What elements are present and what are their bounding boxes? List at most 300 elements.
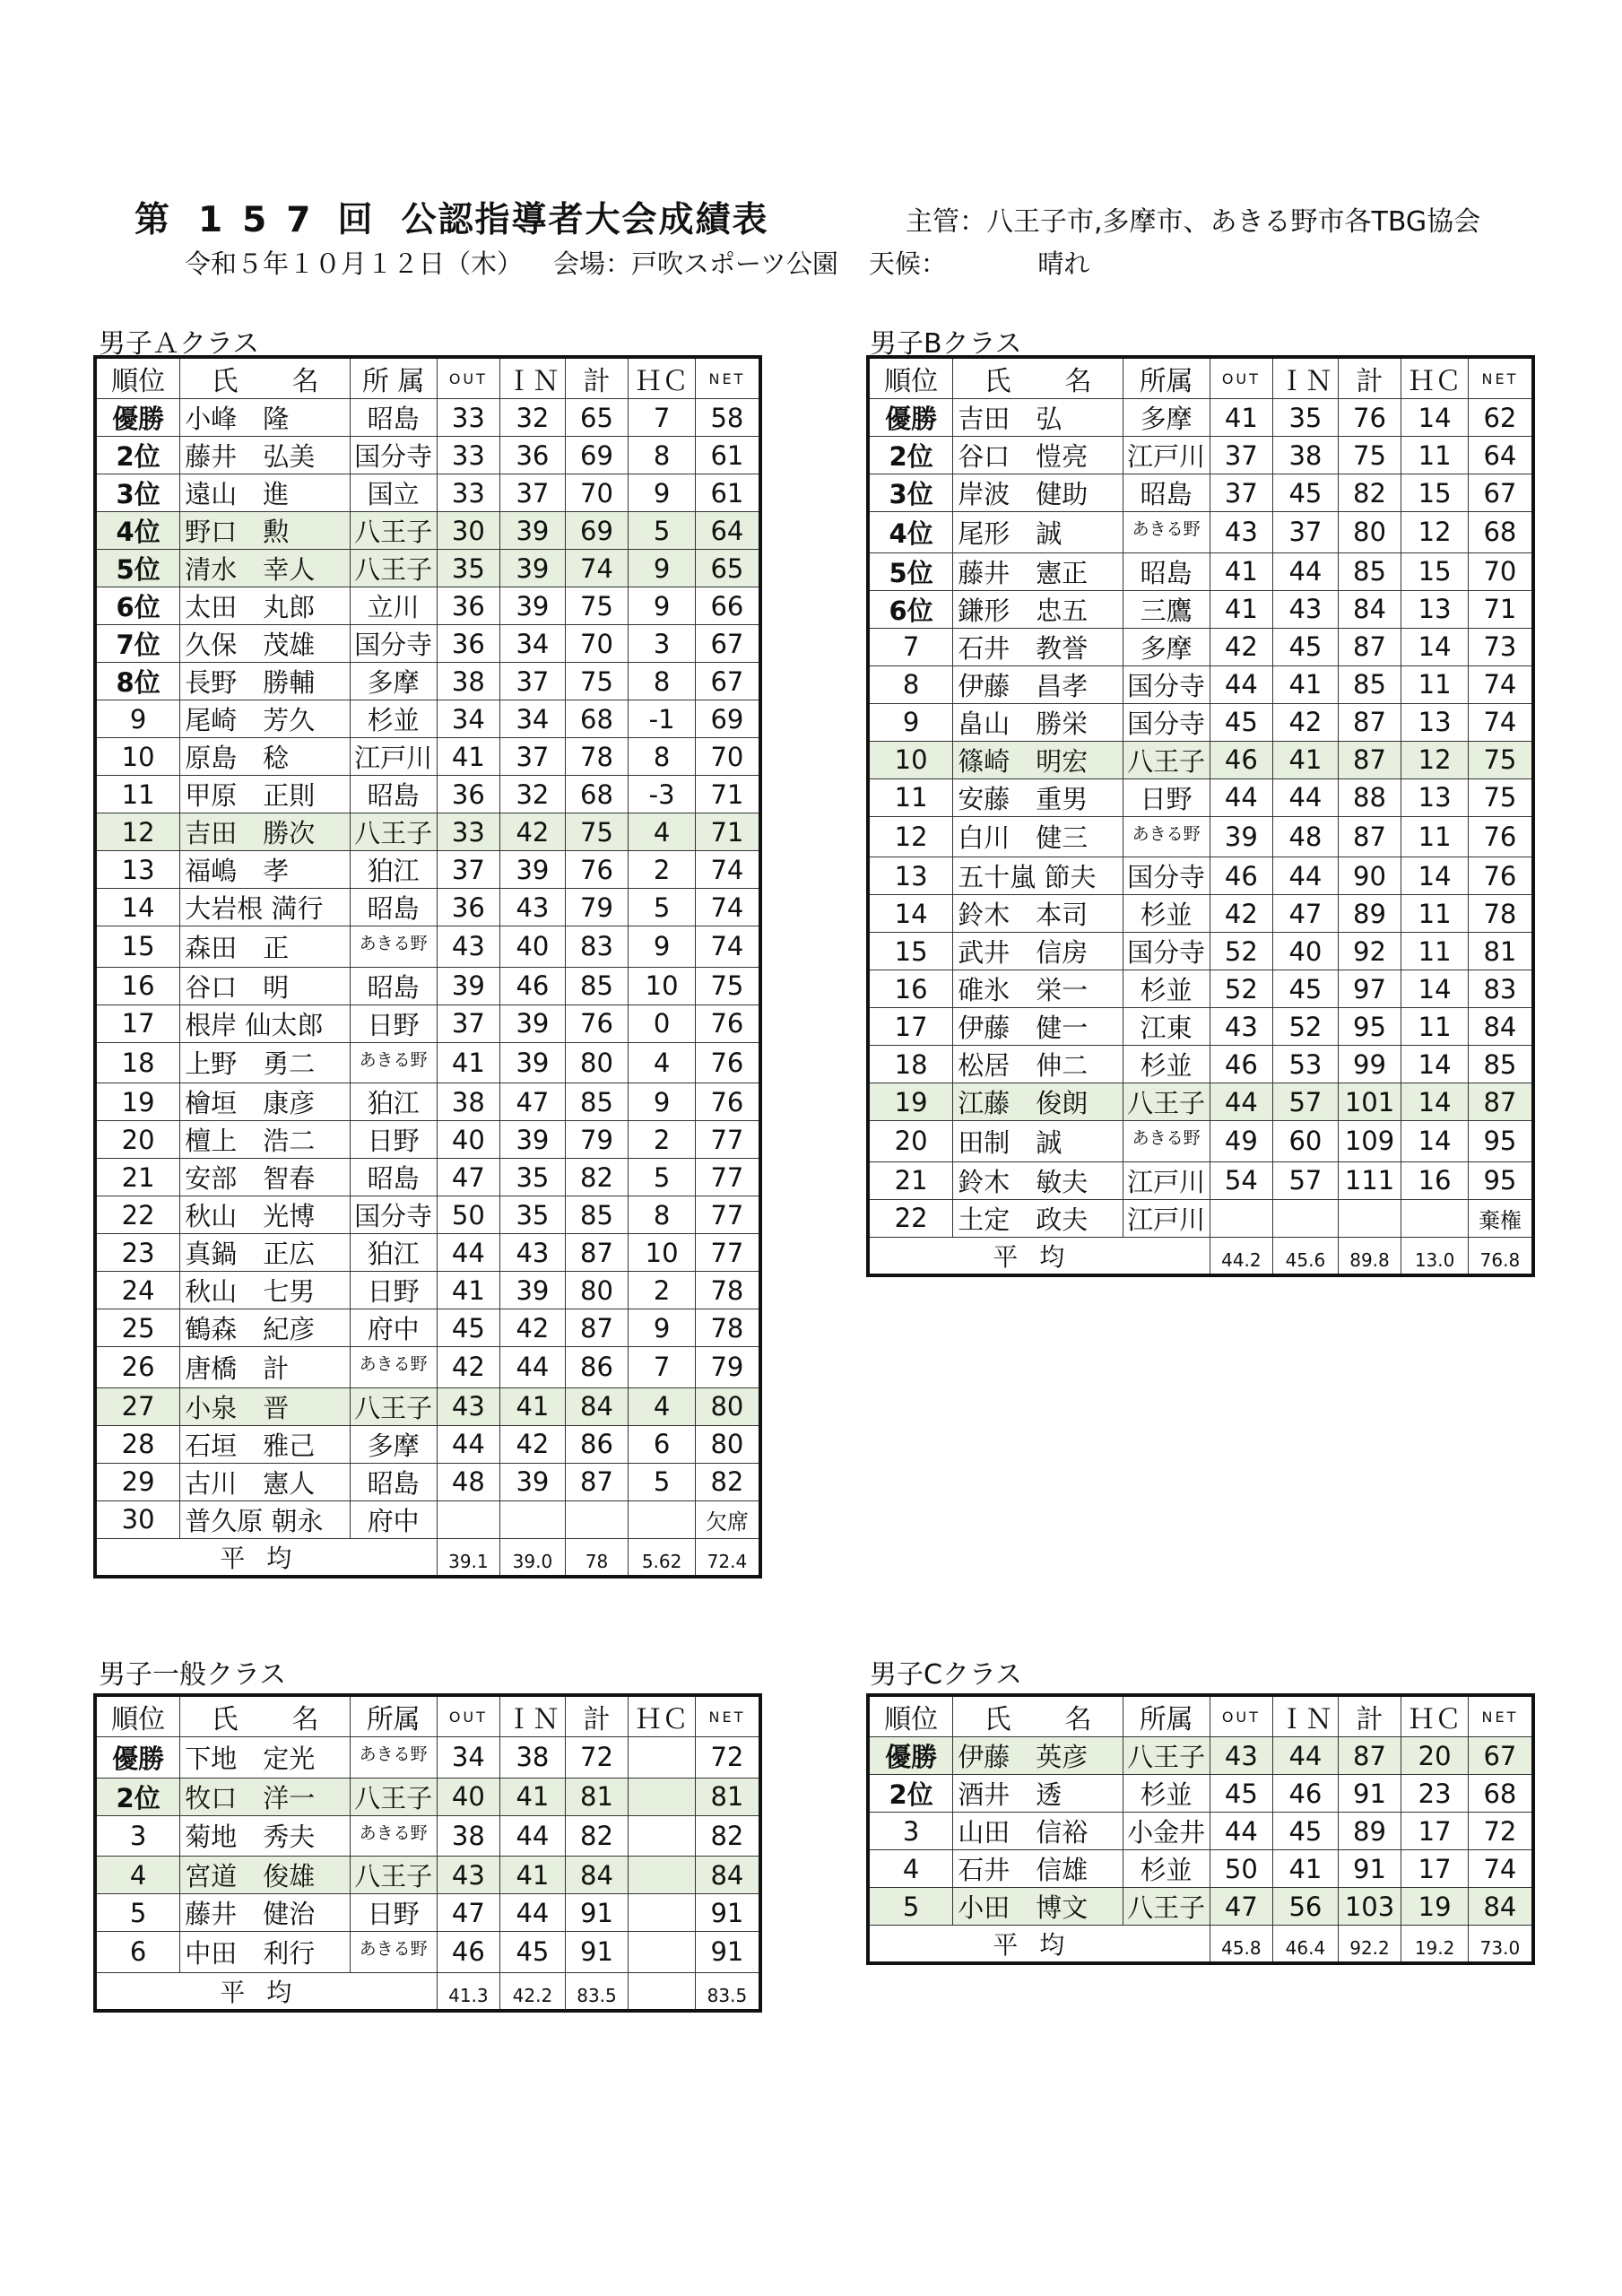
col-net-header: NET: [1468, 1695, 1533, 1737]
table-row: [868, 552, 1533, 590]
affiliation-cell: 江戸川: [1123, 437, 1210, 474]
net-cell: 欠席: [695, 1500, 760, 1538]
average-value: 83.5: [565, 1972, 629, 2011]
table-row: [868, 933, 1533, 970]
total-cell: 92: [1338, 933, 1401, 970]
average-value: 73.0: [1468, 1926, 1533, 1964]
total-cell: 87: [565, 1463, 629, 1500]
hc-cell: 11: [1401, 895, 1469, 933]
col-in-header: ＩＮ: [500, 1695, 566, 1737]
in-cell: 43: [500, 1234, 566, 1272]
net-cell: 81: [695, 1778, 760, 1815]
hc-cell: 3: [629, 625, 696, 663]
average-value: 5.62: [629, 1538, 696, 1577]
total-cell: 99: [1338, 1046, 1401, 1083]
table-row: [868, 778, 1533, 816]
hc-cell: 16: [1401, 1161, 1469, 1199]
net-cell: 95: [1468, 1161, 1533, 1199]
hc-cell: 20: [1401, 1737, 1469, 1775]
hc-cell: [629, 1932, 696, 1973]
affiliation-cell: 昭島: [350, 889, 437, 926]
hc-cell: 9: [629, 474, 696, 512]
table-row: [868, 590, 1533, 628]
out-cell: 43: [437, 1387, 500, 1425]
name-cell: 安部 智春: [180, 1159, 351, 1196]
affiliation-cell: 八王子: [350, 550, 437, 587]
rank-cell: 18: [95, 1042, 180, 1083]
rank-cell: 5: [95, 1894, 180, 1932]
total-cell: 87: [565, 1234, 629, 1272]
col-net-header: NET: [695, 357, 760, 399]
table-row: [95, 776, 760, 813]
rank-cell: 28: [95, 1425, 180, 1463]
hc-cell: 19: [1401, 1888, 1469, 1926]
hc-cell: 4: [629, 813, 696, 851]
net-cell: 70: [695, 738, 760, 776]
in-cell: 36: [500, 437, 566, 474]
out-cell: 37: [1210, 474, 1273, 512]
hc-cell: 17: [1401, 1850, 1469, 1888]
name-cell: 普久原 朝永: [180, 1500, 351, 1538]
rank-cell: 3: [95, 1815, 180, 1857]
in-cell: 38: [1273, 437, 1339, 474]
affiliation-cell: あきる野: [1123, 512, 1210, 553]
col-total-header: 計: [565, 1695, 629, 1737]
col-out-header: OUT: [437, 357, 500, 399]
rank-cell: 7位: [95, 625, 180, 663]
in-cell: 39: [500, 1463, 566, 1500]
out-cell: 40: [437, 1121, 500, 1159]
affiliation-cell: 八王子: [350, 1387, 437, 1425]
rank-cell: 8: [868, 665, 953, 703]
out-cell: 41: [437, 1042, 500, 1083]
average-value: 46.4: [1273, 1926, 1339, 1964]
table-row: [868, 512, 1533, 553]
out-cell: 45: [1210, 1775, 1273, 1813]
name-cell: 鶴森 紀彦: [180, 1309, 351, 1347]
net-cell: 77: [695, 1121, 760, 1159]
affiliation-cell: 狛江: [350, 851, 437, 889]
col-total-header: 計: [1338, 357, 1401, 399]
table-row: [868, 1046, 1533, 1083]
rank-cell: 13: [868, 857, 953, 895]
rank-cell: 4位: [868, 512, 953, 553]
name-cell: 山田 信裕: [953, 1813, 1123, 1850]
total-cell: 84: [1338, 590, 1401, 628]
rank-cell: 15: [868, 933, 953, 970]
hc-cell: 6: [629, 1425, 696, 1463]
net-cell: 74: [1468, 665, 1533, 703]
name-cell: 秋山 七男: [180, 1272, 351, 1309]
name-cell: 唐橋 計: [180, 1347, 351, 1388]
affiliation-cell: あきる野: [350, 1932, 437, 1973]
average-row: [868, 1237, 1533, 1275]
in-cell: 39: [500, 512, 566, 550]
out-cell: 41: [1210, 552, 1273, 590]
out-cell: 46: [437, 1932, 500, 1973]
out-cell: 52: [1210, 933, 1273, 970]
net-cell: 76: [695, 1004, 760, 1042]
hc-cell: 11: [1401, 933, 1469, 970]
table-row: [95, 1272, 760, 1309]
net-cell: 79: [695, 1347, 760, 1388]
total-cell: 80: [1338, 512, 1401, 553]
in-cell: 44: [500, 1347, 566, 1388]
name-cell: 原島 稔: [180, 738, 351, 776]
net-cell: 58: [695, 399, 760, 437]
in-cell: 44: [1273, 778, 1339, 816]
affiliation-cell: 多摩: [1123, 399, 1210, 437]
average-value: 44.2: [1210, 1237, 1273, 1275]
name-cell: 小田 博文: [953, 1888, 1123, 1926]
in-cell: 42: [500, 1309, 566, 1347]
out-cell: 45: [1210, 703, 1273, 741]
name-cell: 江藤 俊朗: [953, 1083, 1123, 1121]
name-cell: 白川 健三: [953, 816, 1123, 857]
out-cell: 33: [437, 437, 500, 474]
in-cell: 39: [500, 1004, 566, 1042]
net-cell: 77: [695, 1196, 760, 1234]
affiliation-cell: 多摩: [1123, 628, 1210, 665]
in-cell: 39: [500, 550, 566, 587]
col-affiliation-header: 所属: [1123, 357, 1210, 399]
affiliation-cell: 立川: [350, 587, 437, 625]
in-cell: 41: [500, 1778, 566, 1815]
in-cell: 34: [500, 625, 566, 663]
name-cell: 秋山 光博: [180, 1196, 351, 1234]
name-cell: 鈴木 本司: [953, 895, 1123, 933]
hc-cell: 2: [629, 1121, 696, 1159]
total-cell: [565, 1500, 629, 1538]
table-row: [868, 857, 1533, 895]
in-cell: 45: [1273, 970, 1339, 1008]
affiliation-cell: 八王子: [350, 512, 437, 550]
in-cell: 60: [1273, 1121, 1339, 1162]
table-row: [95, 474, 760, 512]
table-row: [95, 1425, 760, 1463]
table-row: [95, 587, 760, 625]
name-cell: 谷口 愷亮: [953, 437, 1123, 474]
col-rank-header: 順位: [868, 1695, 953, 1737]
out-cell: 33: [437, 474, 500, 512]
in-cell: 53: [1273, 1046, 1339, 1083]
out-cell: 43: [1210, 1008, 1273, 1046]
net-cell: 67: [695, 625, 760, 663]
out-cell: 38: [437, 1815, 500, 1857]
table-row: [95, 1159, 760, 1196]
hc-cell: 15: [1401, 552, 1469, 590]
out-cell: 44: [437, 1425, 500, 1463]
name-cell: 真鍋 正広: [180, 1234, 351, 1272]
table-row: [95, 1004, 760, 1042]
hc-cell: 13: [1401, 590, 1469, 628]
total-cell: 76: [1338, 399, 1401, 437]
average-value: 19.2: [1401, 1926, 1469, 1964]
name-cell: 碓氷 栄一: [953, 970, 1123, 1008]
title-kai: 回: [337, 200, 375, 240]
total-cell: 109: [1338, 1121, 1401, 1162]
rank-cell: 9: [95, 700, 180, 738]
name-cell: 五十嵐 節夫: [953, 857, 1123, 895]
out-cell: 35: [437, 550, 500, 587]
rank-cell: 6: [95, 1932, 180, 1973]
out-cell: 47: [437, 1894, 500, 1932]
hc-cell: 12: [1401, 741, 1469, 778]
rank-cell: 16: [95, 967, 180, 1004]
out-cell: 41: [1210, 590, 1273, 628]
affiliation-cell: 杉並: [1123, 970, 1210, 1008]
in-cell: 56: [1273, 1888, 1339, 1926]
out-cell: 47: [437, 1159, 500, 1196]
rank-cell: 4位: [95, 512, 180, 550]
table-row: [95, 550, 760, 587]
name-cell: 菊地 秀夫: [180, 1815, 351, 1857]
name-cell: 甲原 正則: [180, 776, 351, 813]
net-cell: 75: [695, 967, 760, 1004]
hc-cell: 0: [629, 1004, 696, 1042]
rank-cell: 3位: [95, 474, 180, 512]
title-number: 157: [198, 200, 331, 240]
affiliation-cell: 八王子: [1123, 1737, 1210, 1775]
total-cell: 80: [565, 1272, 629, 1309]
table-row: [868, 628, 1533, 665]
in-cell: 45: [1273, 474, 1339, 512]
affiliation-cell: 国立: [350, 474, 437, 512]
affiliation-cell: 日野: [350, 1004, 437, 1042]
rank-cell: 23: [95, 1234, 180, 1272]
table-row: [95, 625, 760, 663]
in-cell: 39: [500, 587, 566, 625]
header-row: [95, 1695, 760, 1737]
total-cell: 76: [565, 1004, 629, 1042]
table-row: [95, 1347, 760, 1388]
affiliation-cell: 狛江: [350, 1234, 437, 1272]
col-out-header: OUT: [1210, 1695, 1273, 1737]
name-cell: 谷口 明: [180, 967, 351, 1004]
hc-cell: 7: [629, 1347, 696, 1388]
table-row: [95, 1815, 760, 1857]
in-cell: 44: [500, 1815, 566, 1857]
in-cell: 34: [500, 700, 566, 738]
out-cell: 44: [1210, 665, 1273, 703]
name-cell: 福嶋 孝: [180, 851, 351, 889]
title-prefix: 第: [134, 200, 172, 240]
table-row: [868, 895, 1533, 933]
total-cell: 79: [565, 889, 629, 926]
out-cell: 43: [1210, 1737, 1273, 1775]
rank-cell: 26: [95, 1347, 180, 1388]
rank-cell: 9: [868, 703, 953, 741]
net-cell: 85: [1468, 1046, 1533, 1083]
affiliation-cell: 杉並: [1123, 895, 1210, 933]
class-c-table: [866, 1693, 1535, 1965]
out-cell: 38: [437, 663, 500, 700]
net-cell: 74: [1468, 703, 1533, 741]
net-cell: 65: [695, 550, 760, 587]
organizer: 主管：八王子市,多摩市、あきる野市各TBG協会: [906, 206, 1481, 238]
net-cell: 68: [1468, 512, 1533, 553]
hc-cell: 4: [629, 1042, 696, 1083]
average-value: [629, 1972, 696, 2011]
rank-cell: 2位: [868, 1775, 953, 1813]
total-cell: 83: [565, 926, 629, 968]
name-cell: 尾崎 芳久: [180, 700, 351, 738]
rank-cell: 29: [95, 1463, 180, 1500]
affiliation-cell: 府中: [350, 1500, 437, 1538]
out-cell: 44: [1210, 778, 1273, 816]
net-cell: 71: [1468, 590, 1533, 628]
out-cell: 43: [1210, 512, 1273, 553]
col-total-header: 計: [565, 357, 629, 399]
rank-cell: 11: [868, 778, 953, 816]
total-cell: 69: [565, 512, 629, 550]
total-cell: 87: [1338, 741, 1401, 778]
net-cell: 76: [1468, 857, 1533, 895]
table-row: [95, 1894, 760, 1932]
table-row: [95, 1196, 760, 1234]
name-cell: 清水 幸人: [180, 550, 351, 587]
in-cell: 44: [1273, 1737, 1339, 1775]
table-row: [95, 813, 760, 851]
net-cell: 80: [695, 1387, 760, 1425]
table-row: [868, 437, 1533, 474]
out-cell: 41: [1210, 399, 1273, 437]
net-cell: 71: [695, 776, 760, 813]
name-cell: 吉田 勝次: [180, 813, 351, 851]
total-cell: 69: [565, 437, 629, 474]
out-cell: 33: [437, 399, 500, 437]
hc-cell: 15: [1401, 474, 1469, 512]
net-cell: 77: [695, 1159, 760, 1196]
total-cell: 75: [565, 813, 629, 851]
out-cell: 37: [437, 851, 500, 889]
name-cell: 酒井 透: [953, 1775, 1123, 1813]
in-cell: 32: [500, 399, 566, 437]
net-cell: 67: [1468, 1737, 1533, 1775]
affiliation-cell: 国分寺: [350, 625, 437, 663]
in-cell: 35: [500, 1159, 566, 1196]
total-cell: 101: [1338, 1083, 1401, 1121]
hc-cell: [629, 1857, 696, 1894]
total-cell: 87: [1338, 816, 1401, 857]
affiliation-cell: 杉並: [350, 700, 437, 738]
table-row: [95, 700, 760, 738]
table-row: [868, 1083, 1533, 1121]
affiliation-cell: あきる野: [350, 1347, 437, 1388]
hc-cell: 8: [629, 437, 696, 474]
in-cell: 47: [500, 1083, 566, 1121]
affiliation-cell: 多摩: [350, 663, 437, 700]
total-cell: 75: [565, 587, 629, 625]
table-row: [95, 1121, 760, 1159]
rank-cell: 優勝: [868, 399, 953, 437]
in-cell: 46: [500, 967, 566, 1004]
total-cell: 85: [1338, 552, 1401, 590]
table-row: [868, 741, 1533, 778]
in-cell: 38: [500, 1737, 566, 1779]
out-cell: 50: [437, 1196, 500, 1234]
net-cell: 81: [1468, 933, 1533, 970]
net-cell: 72: [1468, 1813, 1533, 1850]
net-cell: 72: [695, 1737, 760, 1779]
in-cell: 41: [500, 1387, 566, 1425]
hc-cell: -1: [629, 700, 696, 738]
average-row: [95, 1538, 760, 1577]
in-cell: 37: [500, 663, 566, 700]
rank-cell: 22: [868, 1199, 953, 1237]
affiliation-cell: 国分寺: [350, 1196, 437, 1234]
hc-cell: 14: [1401, 970, 1469, 1008]
rank-cell: 21: [95, 1159, 180, 1196]
hc-cell: 4: [629, 1387, 696, 1425]
affiliation-cell: 日野: [350, 1894, 437, 1932]
total-cell: 87: [1338, 628, 1401, 665]
net-cell: 78: [695, 1309, 760, 1347]
out-cell: 39: [1210, 816, 1273, 857]
affiliation-cell: 八王子: [1123, 1888, 1210, 1926]
table-row: [95, 926, 760, 968]
col-hc-header: ＨＣ: [629, 357, 696, 399]
rank-cell: 15: [95, 926, 180, 968]
average-value: 83.5: [695, 1972, 760, 2011]
rank-cell: 19: [868, 1083, 953, 1121]
rank-cell: 2位: [95, 1778, 180, 1815]
name-cell: 篠崎 明宏: [953, 741, 1123, 778]
total-cell: 82: [1338, 474, 1401, 512]
out-cell: [437, 1500, 500, 1538]
rank-cell: 7: [868, 628, 953, 665]
event-date: 令和５年１０月１２日（木）: [185, 248, 524, 279]
hc-cell: [629, 1500, 696, 1538]
col-rank-header: 順位: [868, 357, 953, 399]
out-cell: 44: [1210, 1083, 1273, 1121]
name-cell: 伊藤 英彦: [953, 1737, 1123, 1775]
total-cell: 85: [565, 967, 629, 1004]
total-cell: 80: [565, 1042, 629, 1083]
hc-cell: 9: [629, 926, 696, 968]
name-cell: 藤井 健治: [180, 1894, 351, 1932]
affiliation-cell: 昭島: [350, 776, 437, 813]
affiliation-cell: 八王子: [350, 1778, 437, 1815]
out-cell: 45: [437, 1309, 500, 1347]
class-a-label: 男子Ａクラス: [99, 328, 260, 360]
col-in-header: ＩＮ: [1273, 357, 1339, 399]
total-cell: 70: [565, 474, 629, 512]
col-rank-header: 順位: [95, 357, 180, 399]
rank-cell: 2位: [95, 437, 180, 474]
hc-cell: 14: [1401, 628, 1469, 665]
name-cell: 藤井 憲正: [953, 552, 1123, 590]
rank-cell: 5位: [868, 552, 953, 590]
table-row: [95, 1387, 760, 1425]
affiliation-cell: 八王子: [350, 813, 437, 851]
class-c-label: 男子Cクラス: [870, 1659, 1023, 1691]
hc-cell: 14: [1401, 1046, 1469, 1083]
affiliation-cell: 八王子: [1123, 1083, 1210, 1121]
table-row: [95, 738, 760, 776]
col-name-header: 氏 名: [180, 357, 351, 399]
net-cell: 71: [695, 813, 760, 851]
net-cell: 74: [695, 889, 760, 926]
weather: 天候： 晴れ: [868, 248, 1090, 279]
average-value: 42.2: [500, 1972, 566, 2011]
name-cell: 伊藤 昌孝: [953, 665, 1123, 703]
affiliation-cell: 日野: [350, 1121, 437, 1159]
rank-cell: 3位: [868, 474, 953, 512]
out-cell: 37: [437, 1004, 500, 1042]
table-row: [868, 1199, 1533, 1237]
affiliation-cell: あきる野: [350, 1815, 437, 1857]
